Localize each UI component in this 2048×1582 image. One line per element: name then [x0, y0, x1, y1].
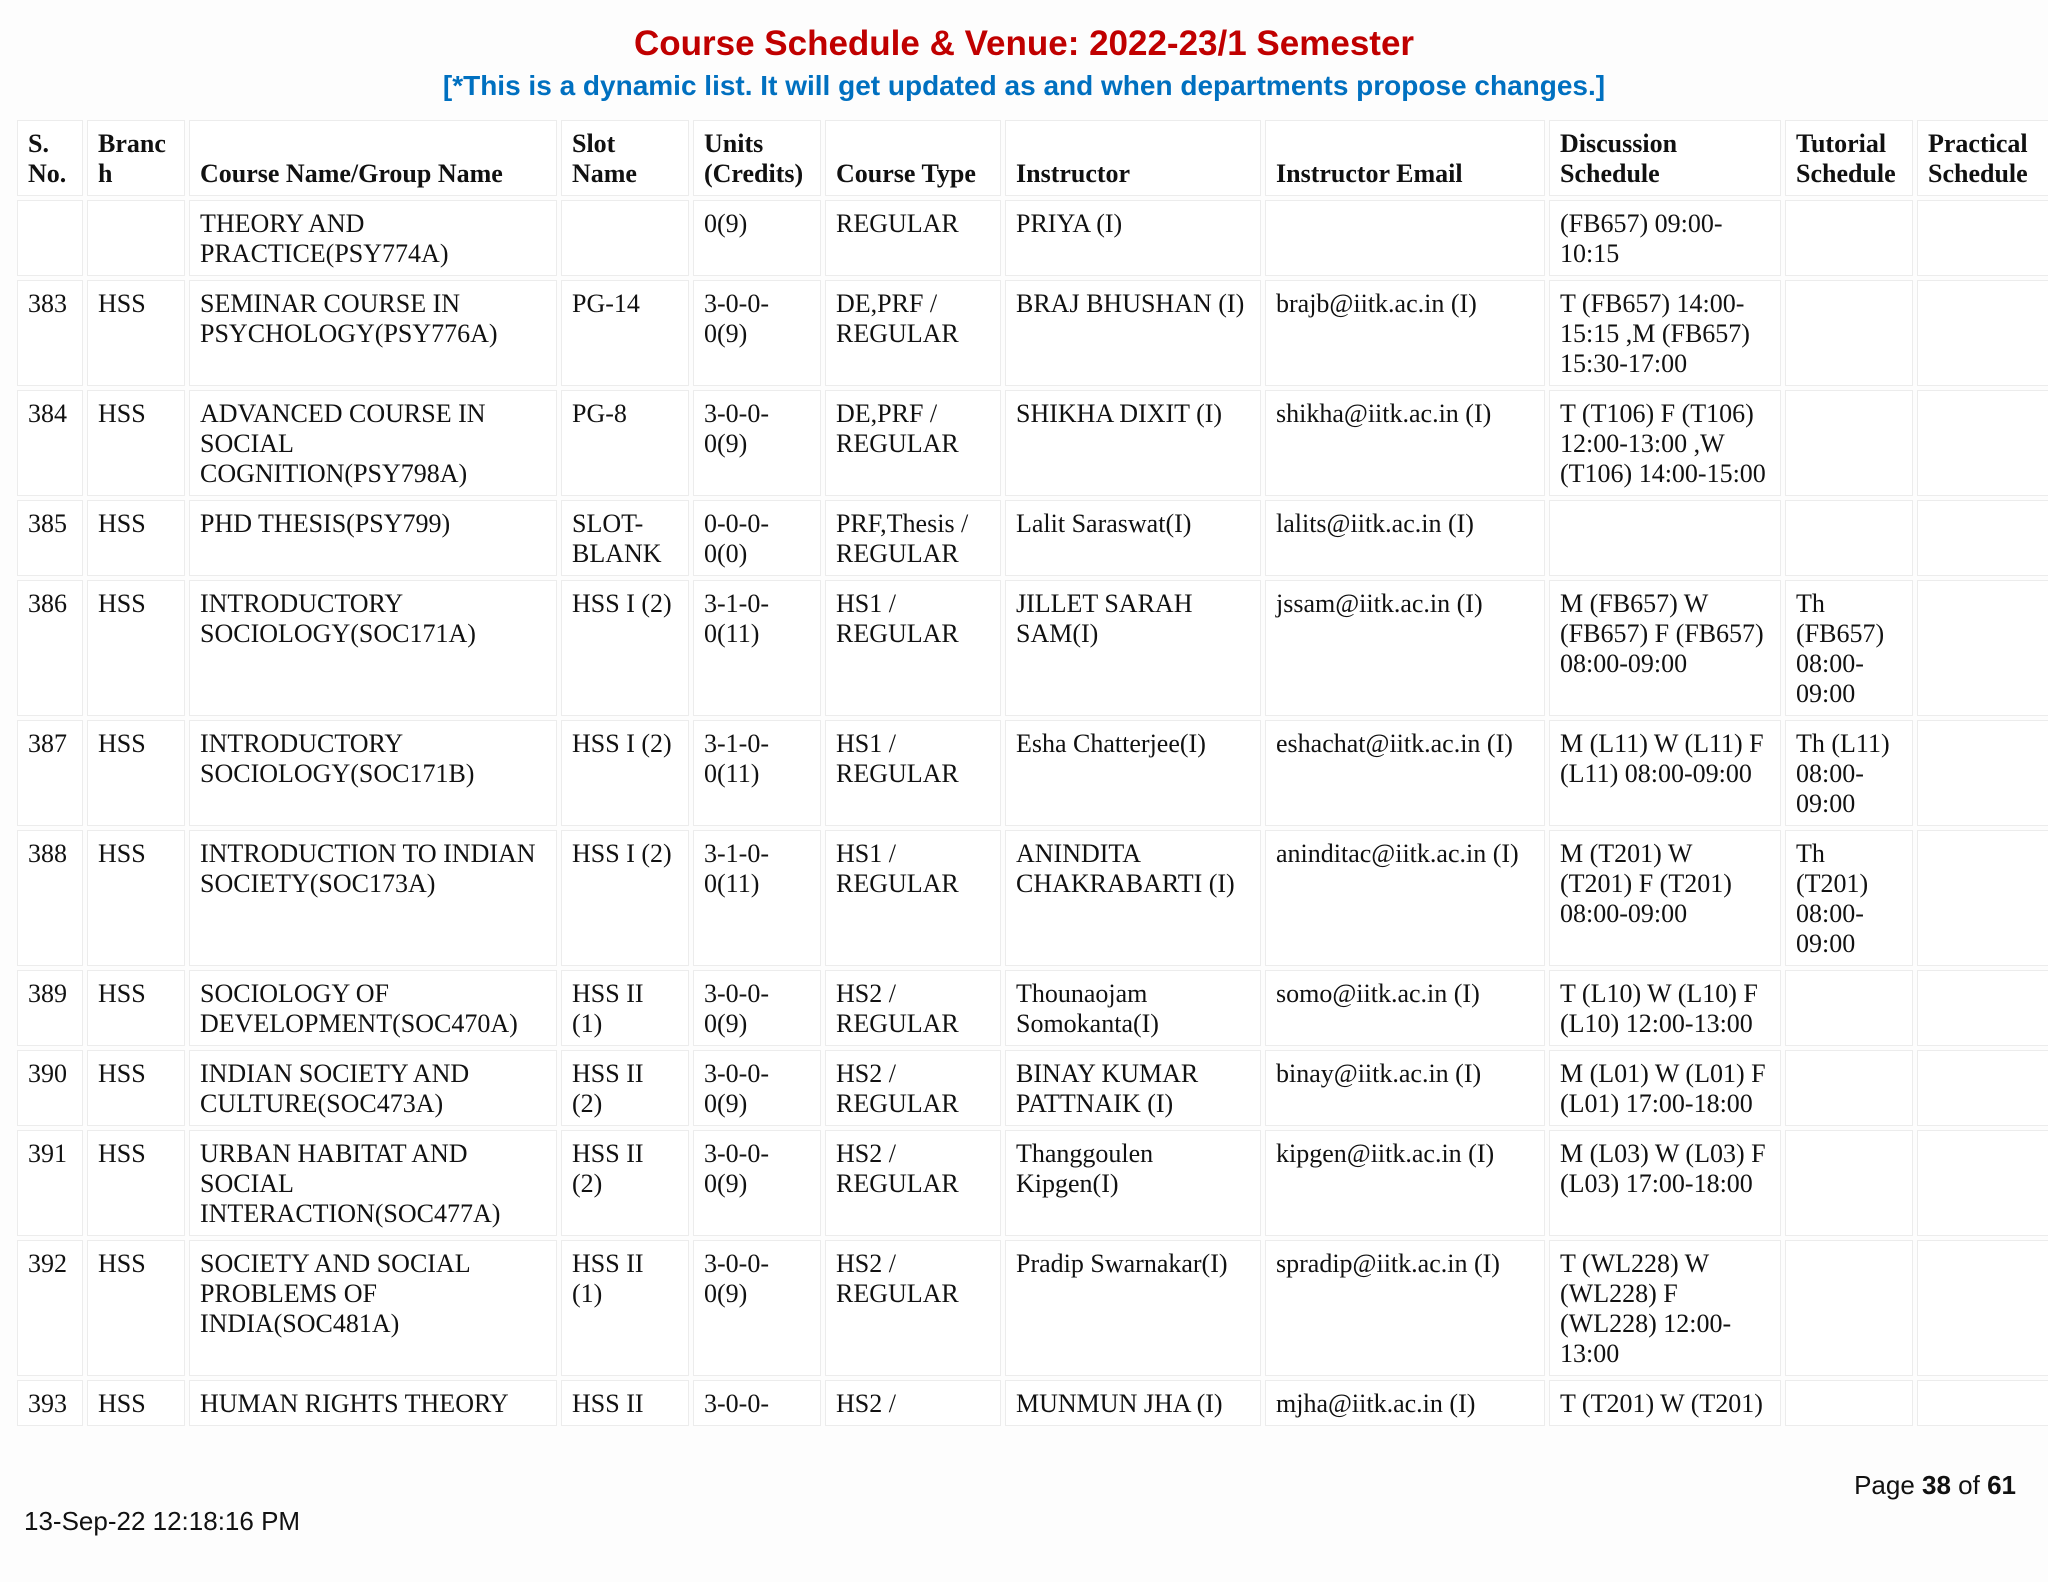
cell-slot-name: PG-8	[561, 390, 689, 496]
cell-branch: HSS	[87, 1050, 185, 1126]
cell-course-name: SOCIETY AND SOCIAL PROBLEMS OF INDIA(SOC481A)	[189, 1240, 557, 1376]
cell-discussion-schedule: M (L03) W (L03) F (L03) 17:00-18:00	[1549, 1130, 1781, 1236]
cell-discussion-schedule: T (FB657) 14:00-15:15 ,M (FB657) 15:30-17:00	[1549, 280, 1781, 386]
cell-discussion-schedule: (FB657) 09:00-10:15	[1549, 200, 1781, 276]
table-row	[17, 1380, 2048, 1426]
cell-s-no: 386	[17, 580, 83, 716]
cell-instructor: Lalit Saraswat(I)	[1005, 500, 1261, 576]
cell-course-name: SOCIOLOGY OF DEVELOPMENT(SOC470A)	[189, 970, 557, 1046]
cell-instructor-email: mjha@iitk.ac.in (I)	[1265, 1380, 1545, 1426]
total-pages: 61	[1987, 1470, 2016, 1500]
cell-tutorial-schedule: Th (L11) 08:00-09:00	[1785, 720, 1913, 826]
cell-branch: HSS	[87, 280, 185, 386]
cell-instructor: BRAJ BHUSHAN (I)	[1005, 280, 1261, 386]
column-header-course-type: Course Type	[825, 120, 1001, 196]
cell-course-type: DE,PRF / REGULAR	[825, 390, 1001, 496]
cell-practical-schedule	[1917, 1130, 2048, 1236]
cell-course-type: REGULAR	[825, 200, 1001, 276]
table-row	[17, 280, 2048, 386]
page-number	[1854, 1470, 2016, 1501]
cell-discussion-schedule: T (T201) W (T201)	[1549, 1380, 1781, 1426]
table-row	[17, 390, 2048, 496]
table-row	[17, 200, 2048, 276]
table-row	[17, 1050, 2048, 1126]
cell-slot-name: HSS II	[561, 1380, 689, 1426]
cell-tutorial-schedule	[1785, 500, 1913, 576]
cell-practical-schedule	[1917, 280, 2048, 386]
cell-instructor: Thounaojam Somokanta(I)	[1005, 970, 1261, 1046]
cell-tutorial-schedule: Th (FB657) 08:00-09:00	[1785, 580, 1913, 716]
course-schedule-table	[13, 116, 2048, 1430]
cell-course-name: SEMINAR COURSE IN PSYCHOLOGY(PSY776A)	[189, 280, 557, 386]
cell-instructor-email: binay@iitk.ac.in (I)	[1265, 1050, 1545, 1126]
cell-units: 3-0-0-0(9)	[693, 1240, 821, 1376]
cell-course-type: HS2 /	[825, 1380, 1001, 1426]
cell-discussion-schedule	[1549, 500, 1781, 576]
table-row	[17, 720, 2048, 826]
cell-course-name: HUMAN RIGHTS THEORY	[189, 1380, 557, 1426]
cell-tutorial-schedule	[1785, 1050, 1913, 1126]
cell-units: 3-0-0-	[693, 1380, 821, 1426]
cell-slot-name: PG-14	[561, 280, 689, 386]
cell-course-type: HS2 / REGULAR	[825, 1050, 1001, 1126]
table-body	[17, 200, 2048, 1426]
cell-discussion-schedule: M (L11) W (L11) F (L11) 08:00-09:00	[1549, 720, 1781, 826]
cell-practical-schedule	[1917, 200, 2048, 276]
cell-instructor-email: kipgen@iitk.ac.in (I)	[1265, 1130, 1545, 1236]
cell-units: 3-0-0-0(9)	[693, 970, 821, 1046]
cell-units: 3-1-0-0(11)	[693, 580, 821, 716]
table-row	[17, 1240, 2048, 1376]
cell-course-type: HS1 / REGULAR	[825, 830, 1001, 966]
cell-practical-schedule	[1917, 1240, 2048, 1376]
cell-course-type: HS1 / REGULAR	[825, 580, 1001, 716]
cell-s-no	[17, 200, 83, 276]
cell-slot-name: HSS I (2)	[561, 830, 689, 966]
table-row	[17, 500, 2048, 576]
cell-instructor: SHIKHA DIXIT (I)	[1005, 390, 1261, 496]
cell-course-name: THEORY AND PRACTICE(PSY774A)	[189, 200, 557, 276]
cell-slot-name: HSS I (2)	[561, 580, 689, 716]
column-header-practical-schedule: Practical Schedule	[1917, 120, 2048, 196]
cell-tutorial-schedule: Th (T201) 08:00-09:00	[1785, 830, 1913, 966]
column-header-instructor: Instructor	[1005, 120, 1261, 196]
cell-practical-schedule	[1917, 970, 2048, 1046]
cell-instructor-email: eshachat@iitk.ac.in (I)	[1265, 720, 1545, 826]
cell-slot-name: HSS II (1)	[561, 1240, 689, 1376]
cell-discussion-schedule: T (WL228) W (WL228) F (WL228) 12:00-13:00	[1549, 1240, 1781, 1376]
cell-units: 0(9)	[693, 200, 821, 276]
cell-tutorial-schedule	[1785, 390, 1913, 496]
cell-units: 3-1-0-0(11)	[693, 830, 821, 966]
page-title: Course Schedule & Venue: 2022-23/1 Semester	[633, 24, 1415, 63]
cell-s-no: 389	[17, 970, 83, 1046]
cell-discussion-schedule: T (T106) F (T106) 12:00-13:00 ,W (T106) 14:00-15:00	[1549, 390, 1781, 496]
cell-instructor: Thanggoulen Kipgen(I)	[1005, 1130, 1261, 1236]
cell-units: 3-0-0-0(9)	[693, 1130, 821, 1236]
cell-branch: HSS	[87, 1130, 185, 1236]
column-header-slot-name: Slot Name	[561, 120, 689, 196]
cell-course-name: INTRODUCTORY SOCIOLOGY(SOC171B)	[189, 720, 557, 826]
cell-branch: HSS	[87, 1240, 185, 1376]
cell-branch: HSS	[87, 500, 185, 576]
cell-discussion-schedule: T (L10) W (L10) F (L10) 12:00-13:00	[1549, 970, 1781, 1046]
cell-instructor-email: lalits@iitk.ac.in (I)	[1265, 500, 1545, 576]
cell-s-no: 383	[17, 280, 83, 386]
cell-tutorial-schedule	[1785, 970, 1913, 1046]
cell-discussion-schedule: M (FB657) W (FB657) F (FB657) 08:00-09:00	[1549, 580, 1781, 716]
cell-slot-name: HSS II (2)	[561, 1050, 689, 1126]
cell-course-name: ADVANCED COURSE IN SOCIAL COGNITION(PSY798A)	[189, 390, 557, 496]
cell-s-no: 385	[17, 500, 83, 576]
cell-s-no: 390	[17, 1050, 83, 1126]
current-page: 38	[1922, 1470, 1951, 1500]
cell-tutorial-schedule	[1785, 1240, 1913, 1376]
page-subtitle: [*This is a dynamic list. It will get updated as and when departments propose changes.]	[442, 70, 1606, 101]
cell-s-no: 388	[17, 830, 83, 966]
cell-units: 3-0-0-0(9)	[693, 280, 821, 386]
cell-course-name: PHD THESIS(PSY799)	[189, 500, 557, 576]
cell-slot-name: SLOT-BLANK	[561, 500, 689, 576]
cell-slot-name: HSS I (2)	[561, 720, 689, 826]
cell-s-no: 391	[17, 1130, 83, 1236]
table-row	[17, 830, 2048, 966]
cell-course-type: HS2 / REGULAR	[825, 970, 1001, 1046]
cell-course-type: DE,PRF / REGULAR	[825, 280, 1001, 386]
cell-branch: HSS	[87, 390, 185, 496]
cell-practical-schedule	[1917, 1380, 2048, 1426]
column-header-units: Units (Credits)	[693, 120, 821, 196]
cell-slot-name	[561, 200, 689, 276]
cell-instructor: JILLET SARAH SAM(I)	[1005, 580, 1261, 716]
cell-units: 3-0-0-0(9)	[693, 1050, 821, 1126]
table-row	[17, 1130, 2048, 1236]
cell-practical-schedule	[1917, 720, 2048, 826]
cell-branch: HSS	[87, 720, 185, 826]
cell-instructor: ANINDITA CHAKRABARTI (I)	[1005, 830, 1261, 966]
cell-course-type: PRF,Thesis / REGULAR	[825, 500, 1001, 576]
cell-course-name: INTRODUCTORY SOCIOLOGY(SOC171A)	[189, 580, 557, 716]
cell-discussion-schedule: M (L01) W (L01) F (L01) 17:00-18:00	[1549, 1050, 1781, 1126]
cell-instructor-email: brajb@iitk.ac.in (I)	[1265, 280, 1545, 386]
cell-course-name: INDIAN SOCIETY AND CULTURE(SOC473A)	[189, 1050, 557, 1126]
cell-units: 3-0-0-0(9)	[693, 390, 821, 496]
cell-instructor-email: spradip@iitk.ac.in (I)	[1265, 1240, 1545, 1376]
cell-course-name: URBAN HABITAT AND SOCIAL INTERACTION(SOC477A)	[189, 1130, 557, 1236]
cell-instructor: MUNMUN JHA (I)	[1005, 1380, 1261, 1426]
column-header-s-no: S. No.	[17, 120, 83, 196]
column-header-instructor-email: Instructor Email	[1265, 120, 1545, 196]
cell-instructor-email	[1265, 200, 1545, 276]
column-header-discussion-schedule: Discussion Schedule	[1549, 120, 1781, 196]
cell-s-no: 384	[17, 390, 83, 496]
cell-s-no: 392	[17, 1240, 83, 1376]
cell-s-no: 393	[17, 1380, 83, 1426]
cell-slot-name: HSS II (1)	[561, 970, 689, 1046]
table-header-row	[17, 120, 2048, 196]
cell-tutorial-schedule	[1785, 200, 1913, 276]
cell-instructor-email: aninditac@iitk.ac.in (I)	[1265, 830, 1545, 966]
cell-tutorial-schedule	[1785, 1380, 1913, 1426]
cell-course-type: HS2 / REGULAR	[825, 1240, 1001, 1376]
cell-branch: HSS	[87, 1380, 185, 1426]
cell-units: 3-1-0-0(11)	[693, 720, 821, 826]
cell-instructor: BINAY KUMAR PATTNAIK (I)	[1005, 1050, 1261, 1126]
print-timestamp: 13-Sep-22 12:18:16 PM	[24, 1506, 301, 1536]
cell-course-type: HS1 / REGULAR	[825, 720, 1001, 826]
cell-instructor-email: somo@iitk.ac.in (I)	[1265, 970, 1545, 1046]
table-row	[17, 970, 2048, 1046]
cell-practical-schedule	[1917, 830, 2048, 966]
cell-instructor: PRIYA (I)	[1005, 200, 1261, 276]
cell-tutorial-schedule	[1785, 280, 1913, 386]
table-row	[17, 580, 2048, 716]
cell-branch: HSS	[87, 970, 185, 1046]
cell-tutorial-schedule	[1785, 1130, 1913, 1236]
cell-instructor-email: jssam@iitk.ac.in (I)	[1265, 580, 1545, 716]
cell-slot-name: HSS II (2)	[561, 1130, 689, 1236]
cell-instructor: Esha Chatterjee(I)	[1005, 720, 1261, 826]
page-of: of	[1950, 1470, 1988, 1500]
cell-instructor: Pradip Swarnakar(I)	[1005, 1240, 1261, 1376]
cell-branch: HSS	[87, 580, 185, 716]
cell-practical-schedule	[1917, 390, 2048, 496]
cell-s-no: 387	[17, 720, 83, 826]
column-header-course-name: Course Name/Group Name	[189, 120, 557, 196]
cell-practical-schedule	[1917, 580, 2048, 716]
cell-instructor-email: shikha@iitk.ac.in (I)	[1265, 390, 1545, 496]
column-header-tutorial-schedule: Tutorial Schedule	[1785, 120, 1913, 196]
cell-course-name: INTRODUCTION TO INDIAN SOCIETY(SOC173A)	[189, 830, 557, 966]
cell-practical-schedule	[1917, 1050, 2048, 1126]
cell-branch	[87, 200, 185, 276]
cell-discussion-schedule: M (T201) W (T201) F (T201) 08:00-09:00	[1549, 830, 1781, 966]
column-header-branch: Branch	[87, 120, 185, 196]
page-prefix: Page	[1854, 1470, 1923, 1500]
cell-branch: HSS	[87, 830, 185, 966]
cell-practical-schedule	[1917, 500, 2048, 576]
cell-units: 0-0-0-0(0)	[693, 500, 821, 576]
cell-course-type: HS2 / REGULAR	[825, 1130, 1001, 1236]
